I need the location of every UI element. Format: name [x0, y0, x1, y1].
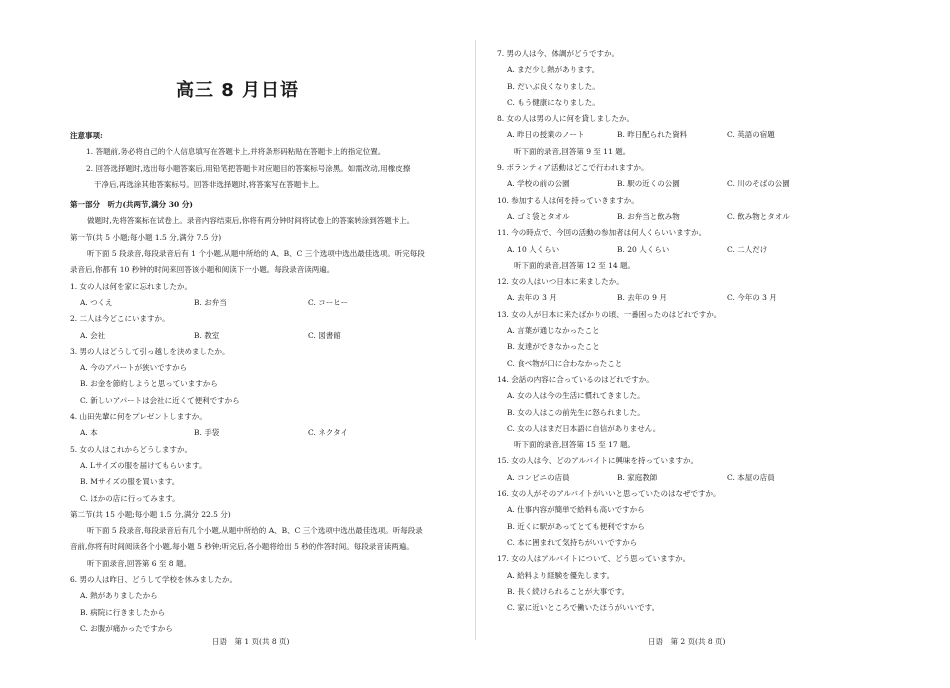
- section1-heading: 第一节(共 5 小题;每小题 1.5 分,满分 7.5 分): [70, 232, 222, 242]
- option-a: A. 去年の 3 月: [507, 293, 557, 303]
- question-4: 4. 山田先輩に何をプレゼントしますか。: [70, 412, 207, 422]
- part1-heading: 第一部分 听力(共两节,满分 30 分): [70, 200, 193, 210]
- question-10: 10. 参加する人は何を持っていきますか。: [497, 195, 639, 205]
- option-b: B. お金を節約しようと思っていますから: [80, 379, 218, 389]
- question-15: 15. 女の人は今、どのアルバイトに興味を持っていますか。: [497, 456, 698, 466]
- option-a: A. まだ少し熱があります。: [507, 65, 600, 75]
- question-3: 3. 男の人はどうして引っ越しを決めましたか。: [70, 346, 230, 356]
- option-c: C. 新しいアパートは会社に近くて便利ですから: [80, 395, 240, 405]
- option-a: A. コンビニの店員: [507, 472, 570, 482]
- option-a: A. 給料より経験を優先します。: [507, 570, 615, 580]
- right-content: [497, 46, 837, 616]
- question-2: 2. 二人は今どこにいますか。: [70, 314, 170, 324]
- option-b: B. 駅の近くの公園: [617, 179, 680, 189]
- question-13: 13. 女の人が日本に来たばかりの頃、一番困ったのはどれですか。: [497, 309, 722, 319]
- page-footer: 日语 第 1 页(共 8 页): [212, 637, 290, 646]
- option-a: A. Lサイズの服を届けてもらいます。: [80, 460, 207, 470]
- option-a: A. 会社: [80, 330, 106, 340]
- question-11-options: [497, 242, 837, 258]
- question-4-options: [70, 425, 465, 441]
- option-b: B. 去年の 9 月: [617, 293, 667, 303]
- question-2-options: [70, 328, 465, 344]
- question-17: 17. 女の人はアルバイトについて、どう思っていますか。: [497, 554, 691, 564]
- section2-heading: 第二节(共 15 小题;每小题 1.5 分,满分 22.5 分): [70, 509, 231, 519]
- question-8-options: [497, 127, 837, 143]
- option-c: C. 図書館: [308, 330, 341, 340]
- exam-title: 高三 8 月日语: [175, 80, 300, 101]
- option-c: C. 二人だけ: [727, 244, 768, 254]
- question-9-options: [497, 176, 837, 192]
- option-a: A. ゴミ袋とタオル: [507, 211, 570, 221]
- section1-desc: 听下面 5 段录音,每段录音后有 1 个小题,从题中所给的 A、B、C 三个选项中选出最佳选项。听完每段: [87, 249, 425, 259]
- notice-item: 2. 回答选择题时,选出每小题答案后,用铅笔把答题卡对应题目的答案标号涂黑。如需改动,用橡皮擦: [86, 163, 411, 173]
- part1-intro: 做题时,先将答案标在试卷上。录音内容结束后,你将有两分钟时间将试卷上的答案转涂到答题卡上。: [87, 216, 415, 226]
- left-content: [70, 128, 465, 637]
- question-12: 12. 女の人はいつ日本に来ましたか。: [497, 277, 624, 287]
- question-9: 9. ボランティア活動はどこで行われますか。: [497, 163, 649, 173]
- section2-desc: 音前,你将有时间阅读各个小题,每小题 5 秒钟;听完后,各小题将给出 5 秒的作答时间。每段录音读两遍。: [70, 542, 414, 552]
- option-b: B. 近くに駅があってとても便利ですから: [507, 521, 645, 531]
- question-15-options: [497, 470, 837, 486]
- option-b: B. 家庭教師: [617, 472, 658, 482]
- question-7: 7. 男の人は今、体調がどうですか。: [497, 49, 620, 58]
- section1-desc: 录音后,你都有 10 秒钟的时间来回答该小题和阅读下一小题。每段录音读两遍。: [70, 265, 335, 275]
- option-c: C. 本屋の店員: [727, 472, 775, 482]
- option-b: B. 教室: [194, 330, 220, 340]
- option-b: B. 友達ができなかったこと: [507, 342, 600, 352]
- option-a: A. 女の人は今の生活に慣れてきました。: [507, 391, 645, 401]
- option-c: C. お腹が痛かったですから: [80, 623, 173, 633]
- option-c: C. ネクタイ: [308, 428, 348, 438]
- option-c: C. 家に近いところで働いたほうがいいです。: [507, 603, 660, 613]
- option-b: B. 長く続けられることが大事です。: [507, 586, 630, 596]
- question-16: 16. 女の人がそのアルバイトがいいと思っていたのはなぜですか。: [497, 489, 721, 499]
- listening-instruction: 听下面录音,回答第 6 至 8 题。: [87, 558, 191, 568]
- option-a: A. 本: [80, 428, 98, 438]
- notice-item: 1. 答题前,务必将自己的个人信息填写在答题卡上,并将条形码粘贴在答题卡上的指定位置。: [86, 147, 386, 157]
- option-a: A. 10 人くらい: [507, 244, 560, 254]
- option-b: B. 手袋: [194, 428, 220, 438]
- page-footer: 日语 第 2 页(共 8 页): [648, 637, 726, 646]
- option-c: C. 本に囲まれて気持ちがいいですから: [507, 537, 638, 547]
- option-a: A. 昨日の授業のノート: [507, 130, 585, 140]
- option-a: A. つくえ: [80, 297, 113, 307]
- option-a: A. 言葉が通じなかったこと: [507, 326, 600, 336]
- question-8: 8. 女の人は男の人に何を貸しましたか。: [497, 114, 635, 124]
- question-11: 11. 今の時点で、今回の活動の参加者は何人くらいいますか。: [497, 228, 707, 238]
- option-c: C. 英語の宿題: [727, 130, 775, 140]
- option-b: B. 20 人くらい: [617, 244, 670, 254]
- option-a: A. 今のアパートが狭いですから: [80, 363, 188, 373]
- option-b: B. お弁当と飲み物: [617, 211, 680, 221]
- option-c: C. ほかの店に行ってみます。: [80, 493, 180, 503]
- option-c: C. 女の人はまだ日本語に自信がありません。: [507, 423, 661, 433]
- option-c: C. もう健康になりました。: [507, 97, 600, 107]
- listening-instruction: 听下面的录音,回答第 12 至 14 题。: [514, 260, 636, 270]
- section2-desc: 听下面 5 段录音,每段录音后有几个小题,从题中所给的 A、B、C 三个选项中选出最佳选项。听每段录: [87, 526, 423, 536]
- notice-item: 干净后,再选涂其他答案标号。回答非选择题时,将答案写在答题卡上。: [94, 179, 324, 189]
- option-b: B. 病院に行きましたから: [80, 607, 166, 617]
- option-c: C. 飲み物とタオル: [727, 211, 790, 221]
- notice-heading: 注意事项:: [70, 131, 103, 140]
- option-c: C. 今年の 3 月: [727, 293, 777, 303]
- option-a: A. 学校の前の公園: [507, 179, 570, 189]
- question-14: 14. 会話の内容に合っているのはどれですか。: [497, 374, 654, 384]
- option-c: C. 食べ物が口に合わなかったこと: [507, 358, 623, 368]
- question-6: 6. 男の人は昨日、どうして学校を休みましたか。: [70, 575, 238, 585]
- option-b: B. 昨日配られた資料: [617, 130, 688, 140]
- question-1: 1. 女の人は何を家に忘れましたか。: [70, 281, 193, 291]
- option-c: C. コーヒー: [308, 297, 348, 307]
- option-a: A. 仕事内容が簡単で給料も高いですから: [507, 505, 645, 515]
- listening-instruction: 听下面的录音,回答第 9 至 11 题。: [514, 146, 631, 156]
- option-b: B. お弁当: [194, 297, 227, 307]
- option-b: B. Mサイズの服を買います。: [80, 477, 180, 487]
- option-b: B. だいぶ良くなりました。: [507, 81, 600, 91]
- option-b: B. 女の人はこの前先生に怒られました。: [507, 407, 645, 417]
- listening-instruction: 听下面的录音,回答第 15 至 17 题。: [514, 440, 636, 450]
- option-c: C. 川のそばの公園: [727, 179, 790, 189]
- question-5: 5. 女の人はこれからどうしますか。: [70, 444, 193, 454]
- question-1-options: [70, 295, 465, 311]
- option-a: A. 熱がありましたから: [80, 591, 158, 601]
- question-10-options: [497, 209, 837, 225]
- question-12-options: [497, 290, 837, 306]
